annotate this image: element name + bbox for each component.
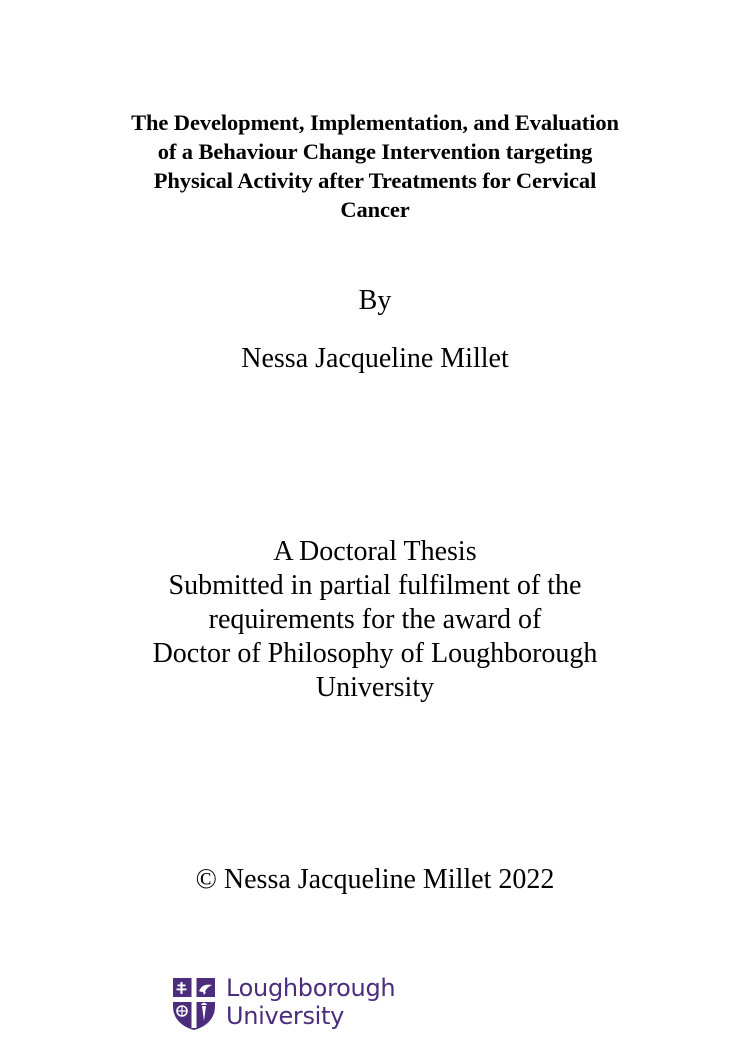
copyright-notice: © Nessa Jacqueline Millet 2022	[195, 864, 555, 895]
thesis-title-line: Cancer	[340, 197, 410, 222]
university-logo	[171, 974, 411, 1034]
logo-word: University	[226, 1002, 345, 1030]
degree-statement-line: requirements for the award of	[208, 604, 542, 635]
degree-statement-line: University	[315, 672, 435, 703]
degree-statement	[60, 535, 690, 705]
thesis-title-line: The Development, Implementation, and Evaluation	[131, 110, 619, 135]
thesis-title-line: Physical Activity after Treatments for Cervical	[153, 168, 597, 193]
degree-statement-line: A Doctoral Thesis	[273, 536, 477, 567]
author-name: Nessa Jacqueline Millet	[241, 343, 509, 374]
degree-statement-line: Doctor of Philosophy of Loughborough	[152, 638, 598, 669]
thesis-title-line: of a Behaviour Change Intervention targeting	[157, 139, 593, 164]
thesis-title	[80, 108, 670, 224]
by-label: By	[358, 285, 392, 316]
university-shield-icon	[171, 976, 217, 1032]
degree-statement-line: Submitted in partial fulfilment of the	[168, 570, 582, 601]
university-wordmark	[226, 974, 395, 1030]
logo-word: Loughborough	[226, 974, 396, 1002]
